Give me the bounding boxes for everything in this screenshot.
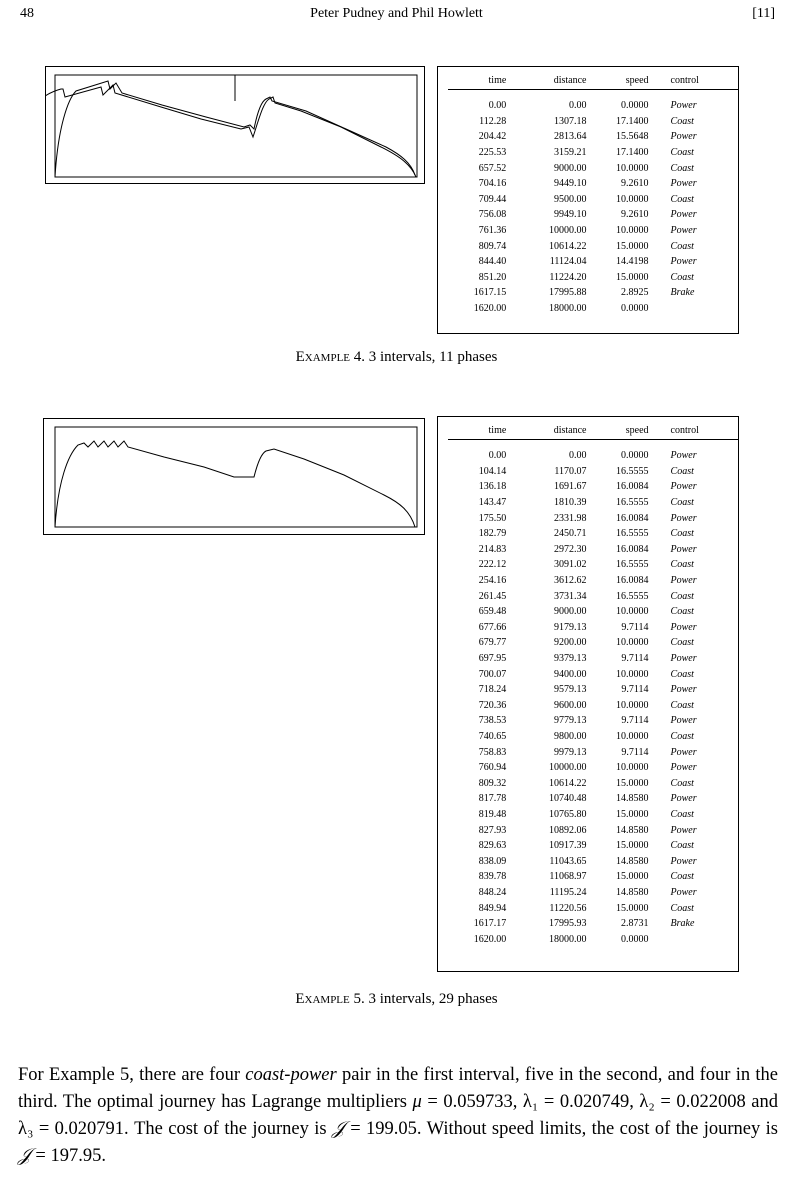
table-spacer-row (448, 440, 738, 449)
table-row (448, 807, 738, 823)
cell-time: 827.93 (478, 824, 507, 836)
cell-distance: 17995.93 (548, 918, 587, 930)
table-row (448, 448, 738, 464)
cell-distance: 11224.20 (549, 271, 587, 283)
cell-control: Coast (670, 162, 694, 174)
table-row (448, 666, 738, 682)
cell-control: Coast (670, 193, 694, 205)
cell-speed: 17.1400 (616, 147, 649, 159)
cell-distance: 10614.22 (548, 240, 587, 252)
cell-distance: 10000.00 (548, 225, 587, 237)
cell-speed: 9.2610 (621, 209, 649, 221)
cell-time: 738.53 (478, 715, 507, 727)
lambda3-symbol: λ₃ (18, 1119, 34, 1139)
cell-distance: 3612.62 (553, 575, 587, 587)
cell-control: Power (670, 131, 697, 143)
cell-control: Power (670, 886, 697, 898)
cell-distance: 9000.00 (553, 606, 587, 618)
cell-speed: 14.4198 (616, 256, 649, 268)
cell-time: 761.36 (478, 225, 507, 237)
cell-distance: 10892.06 (548, 824, 587, 836)
cell-speed: 14.8580 (616, 793, 649, 805)
cell-speed: 15.0000 (616, 808, 649, 820)
cell-speed: 16.5555 (616, 497, 649, 509)
cell-speed: 0.0000 (621, 100, 649, 112)
cell-speed: 10.0000 (616, 162, 649, 174)
table-row (448, 682, 738, 698)
cell-control: Power (670, 621, 697, 633)
table-row (448, 838, 738, 854)
table-row (448, 192, 738, 208)
cell-speed: 16.0084 (616, 512, 649, 524)
table-row (448, 238, 738, 254)
table-row (448, 223, 738, 239)
cell-distance: 10765.80 (548, 808, 587, 820)
example5-speed-profile-plot (43, 418, 425, 535)
text-emphasis: coast-power (245, 1065, 337, 1085)
table-row (448, 129, 738, 145)
cell-time: 809.32 (478, 777, 507, 789)
cell-distance: 17995.88 (548, 287, 587, 299)
table-row (448, 744, 738, 760)
cell-time: 261.45 (478, 590, 507, 602)
text-run: = 0.022008 and (654, 1092, 778, 1112)
cell-distance: 11195.24 (549, 886, 587, 898)
cell-control: Power (670, 762, 697, 774)
cell-speed: 10.0000 (616, 193, 649, 205)
cell-speed: 10.0000 (616, 225, 649, 237)
text-run: = 199.05. Without speed limits, the cost of the journey is (344, 1119, 778, 1139)
cell-distance: 10614.22 (548, 777, 587, 789)
cell-control: Coast (670, 606, 694, 618)
cell-distance: 9949.10 (553, 209, 587, 221)
reference-number: [11] (752, 6, 775, 21)
cell-control (649, 931, 738, 947)
cell-time: 659.48 (478, 606, 507, 618)
cell-control: Power (670, 481, 697, 493)
col-control-header: control (649, 73, 738, 90)
cell-time: 851.20 (478, 271, 507, 283)
table-row (448, 557, 738, 573)
cost-symbol: 𝒥 (332, 1119, 345, 1139)
cell-speed: 9.7114 (621, 684, 649, 696)
cell-distance: 10000.00 (548, 762, 587, 774)
cell-distance: 9379.13 (553, 653, 587, 665)
cell-speed: 14.8580 (616, 824, 649, 836)
cell-speed: 15.0000 (616, 271, 649, 283)
cell-time: 104.14 (478, 465, 507, 477)
cell-time: 1620.00 (473, 303, 507, 315)
cell-control: Power (670, 450, 697, 462)
cost-symbol: 𝒥 (18, 1146, 31, 1166)
table-row (448, 98, 738, 114)
cell-speed: 10.0000 (616, 730, 649, 742)
example5-caption-text: 5. 3 intervals, 29 phases (353, 991, 498, 1007)
cell-speed: 16.0084 (616, 543, 649, 555)
cell-speed: 9.7114 (621, 746, 649, 758)
cell-speed: 15.0000 (616, 840, 649, 852)
cell-control: Coast (670, 497, 694, 509)
cell-distance: 11220.56 (549, 902, 587, 914)
cell-control: Coast (670, 559, 694, 571)
cell-distance: 10917.39 (548, 840, 587, 852)
cell-control: Power (670, 209, 697, 221)
cell-time: 838.09 (478, 855, 507, 867)
cell-time: 182.79 (478, 528, 507, 540)
example4-caption-label: Example (295, 349, 351, 365)
cell-control (649, 301, 738, 317)
col-time-header: time (448, 73, 506, 90)
cell-control: Coast (670, 668, 694, 680)
cell-speed: 16.5555 (616, 590, 649, 602)
cell-distance: 9179.13 (553, 621, 587, 633)
cell-time: 1617.17 (473, 918, 507, 930)
table-row (448, 931, 738, 947)
table-row (448, 270, 738, 286)
cell-distance: 11068.97 (549, 871, 587, 883)
cell-distance: 11043.65 (549, 855, 587, 867)
cell-time: 756.08 (478, 209, 507, 221)
cell-control: Coast (670, 528, 694, 540)
cell-distance: 1810.39 (553, 497, 587, 509)
table-row (448, 479, 738, 495)
cell-time: 225.53 (478, 147, 507, 159)
cell-control: Coast (670, 808, 694, 820)
cell-control: Power (670, 256, 697, 268)
example5-table (448, 423, 738, 947)
cell-control: Coast (670, 465, 694, 477)
table-row (448, 729, 738, 745)
cell-time: 697.95 (478, 653, 507, 665)
cell-time: 0.00 (488, 450, 507, 462)
table-row (448, 916, 738, 932)
body-paragraph (18, 1062, 778, 1170)
cell-time: 204.42 (478, 131, 507, 143)
table-row (448, 573, 738, 589)
col-distance-header: distance (506, 73, 586, 90)
cell-speed: 15.0000 (616, 871, 649, 883)
cell-control: Power (670, 575, 697, 587)
cell-control: Power (670, 178, 697, 190)
cell-distance: 18000.00 (548, 303, 587, 315)
cell-distance: 11124.04 (549, 256, 587, 268)
cell-time: 143.47 (478, 497, 507, 509)
cell-distance: 9779.13 (553, 715, 587, 727)
table-row (448, 114, 738, 130)
cell-time: 839.78 (478, 871, 507, 883)
running-header (0, 6, 793, 26)
text-run: = 0.020791. The cost of the journey is (33, 1119, 333, 1139)
table-row (448, 464, 738, 480)
table-row (448, 885, 738, 901)
cell-speed: 17.1400 (616, 115, 649, 127)
cell-time: 718.24 (478, 684, 507, 696)
cell-speed: 10.0000 (616, 762, 649, 774)
cell-speed: 9.7114 (621, 653, 649, 665)
table-row (448, 526, 738, 542)
lambda1-symbol: λ₁ (522, 1092, 539, 1112)
table-row (448, 713, 738, 729)
table-spacer-row (448, 90, 738, 99)
cell-speed: 15.5648 (616, 131, 649, 143)
cell-distance: 0.00 (568, 100, 587, 112)
text-run: For Example 5, there are four (18, 1065, 246, 1085)
cell-speed: 10.0000 (616, 637, 649, 649)
running-authors: Peter Pudney and Phil Howlett (310, 6, 483, 21)
cell-distance: 18000.00 (548, 933, 587, 945)
cell-speed: 10.0000 (616, 699, 649, 711)
table-row (448, 635, 738, 651)
table-row (448, 542, 738, 558)
cell-time: 657.52 (478, 162, 507, 174)
cell-control: Power (670, 715, 697, 727)
cell-time: 677.66 (478, 621, 507, 633)
cell-distance: 9400.00 (553, 668, 587, 680)
page-number: 48 (20, 6, 34, 21)
cell-speed: 15.0000 (616, 240, 649, 252)
cell-distance: 9579.13 (553, 684, 587, 696)
col-speed-header: speed (586, 423, 648, 440)
cell-distance: 9200.00 (553, 637, 587, 649)
example5-caption (0, 991, 793, 1008)
cell-distance: 0.00 (568, 450, 587, 462)
cell-time: 817.78 (478, 793, 507, 805)
paragraph-text (18, 1062, 778, 1170)
cell-distance: 9600.00 (553, 699, 587, 711)
cell-control: Coast (670, 271, 694, 283)
cell-speed: 10.0000 (616, 606, 649, 618)
cell-distance: 3731.34 (553, 590, 587, 602)
cell-control: Power (670, 512, 697, 524)
cell-time: 679.77 (478, 637, 507, 649)
cell-distance: 2331.98 (553, 512, 587, 524)
cell-speed: 16.5555 (616, 559, 649, 571)
cell-speed: 0.0000 (621, 450, 649, 462)
table-row (448, 869, 738, 885)
cell-time: 175.50 (478, 512, 507, 524)
cell-time: 819.48 (478, 808, 507, 820)
example5-table-box (437, 416, 739, 972)
cell-control: Coast (670, 777, 694, 789)
cell-speed: 2.8731 (621, 918, 649, 930)
cell-distance: 3159.21 (553, 147, 587, 159)
cell-speed: 2.8925 (621, 287, 649, 299)
cell-control: Coast (670, 902, 694, 914)
col-time-header: time (448, 423, 506, 440)
table-row (448, 588, 738, 604)
example4-table-box (437, 66, 739, 334)
cell-speed: 16.5555 (616, 528, 649, 540)
cell-control: Power (670, 653, 697, 665)
cell-control: Power (670, 855, 697, 867)
cell-distance: 1307.18 (553, 115, 587, 127)
cell-control: Coast (670, 240, 694, 252)
cell-time: 709.44 (478, 193, 507, 205)
table-row (448, 698, 738, 714)
cell-speed: 9.7114 (621, 621, 649, 633)
table-row (448, 791, 738, 807)
cell-distance: 2972.30 (553, 543, 587, 555)
cell-speed: 9.7114 (621, 715, 649, 727)
cell-control: Power (670, 793, 697, 805)
cell-speed: 14.8580 (616, 886, 649, 898)
table-row (448, 207, 738, 223)
cell-speed: 15.0000 (616, 902, 649, 914)
cell-distance: 9979.13 (553, 746, 587, 758)
table-row (448, 604, 738, 620)
cell-control: Coast (670, 730, 694, 742)
table-row (448, 254, 738, 270)
cell-time: 760.94 (478, 762, 507, 774)
cell-time: 844.40 (478, 256, 507, 268)
cell-speed: 16.0084 (616, 481, 649, 493)
cell-time: 720.36 (478, 699, 507, 711)
text-run: = 0.059733, (421, 1092, 523, 1112)
text-run: = 0.020749, (538, 1092, 640, 1112)
cell-control: Coast (670, 840, 694, 852)
cell-control: Brake (670, 918, 695, 930)
cell-time: 700.07 (478, 668, 507, 680)
table-row (448, 651, 738, 667)
cell-time: 849.94 (478, 902, 507, 914)
cell-time: 809.74 (478, 240, 507, 252)
cell-control: Power (670, 225, 697, 237)
cell-distance: 9449.10 (553, 178, 587, 190)
table-row (448, 495, 738, 511)
cell-control: Brake (670, 287, 695, 299)
table-row (448, 620, 738, 636)
col-control-header: control (649, 423, 738, 440)
cell-time: 254.16 (478, 575, 507, 587)
mu-symbol: μ (412, 1092, 422, 1112)
example4-caption (0, 349, 793, 366)
cell-control: Power (670, 746, 697, 758)
cell-time: 0.00 (488, 100, 507, 112)
cell-distance: 10740.48 (548, 793, 587, 805)
cell-control: Coast (670, 590, 694, 602)
cell-speed: 16.0084 (616, 575, 649, 587)
cell-control: Power (670, 100, 697, 112)
cell-time: 740.65 (478, 730, 507, 742)
table-header-row (448, 73, 738, 90)
table-row (448, 160, 738, 176)
cell-time: 1620.00 (473, 933, 507, 945)
cell-distance: 2813.64 (553, 131, 587, 143)
cell-time: 848.24 (478, 886, 507, 898)
table-row (448, 853, 738, 869)
text-run: pair in the first interval, five in the second, and four in the third. The optimal journey has Lagrange multipliers (18, 1065, 778, 1112)
cell-control: Coast (670, 115, 694, 127)
col-distance-header: distance (506, 423, 586, 440)
cell-speed: 0.0000 (621, 303, 649, 315)
example4-table (448, 73, 738, 316)
cell-speed: 15.0000 (616, 777, 649, 789)
cell-speed: 14.8580 (616, 855, 649, 867)
cell-control: Power (670, 824, 697, 836)
cell-control: Coast (670, 637, 694, 649)
cell-distance: 1170.07 (554, 465, 587, 477)
example4-caption-text: 4. 3 intervals, 11 phases (353, 349, 498, 365)
cell-control: Coast (670, 147, 694, 159)
cell-time: 214.83 (478, 543, 507, 555)
table-row (448, 775, 738, 791)
cell-speed: 9.2610 (621, 178, 649, 190)
table-header-row (448, 423, 738, 440)
col-speed-header: speed (586, 73, 648, 90)
table-row (448, 301, 738, 317)
table-row (448, 285, 738, 301)
cell-time: 222.12 (478, 559, 507, 571)
table-row (448, 145, 738, 161)
cell-time: 112.28 (479, 115, 507, 127)
example4-table-body (448, 90, 738, 317)
cell-time: 758.83 (478, 746, 507, 758)
example5-caption-label: Example (295, 991, 350, 1007)
example5-table-body (448, 440, 738, 948)
example4-speed-profile-svg (46, 67, 424, 183)
cell-speed: 10.0000 (616, 668, 649, 680)
cell-distance: 9000.00 (553, 162, 587, 174)
cell-time: 829.63 (478, 840, 507, 852)
table-row (448, 760, 738, 776)
example4-speed-profile-plot (45, 66, 425, 184)
cell-time: 704.16 (478, 178, 507, 190)
cell-distance: 1691.67 (553, 481, 587, 493)
cell-distance: 3091.02 (553, 559, 587, 571)
cell-time: 136.18 (478, 481, 507, 493)
cell-speed: 16.5555 (616, 465, 649, 477)
cell-control: Power (670, 543, 697, 555)
cell-distance: 2450.71 (553, 528, 587, 540)
cell-distance: 9500.00 (553, 193, 587, 205)
table-row (448, 822, 738, 838)
text-run: = 197.95. (30, 1146, 106, 1166)
cell-distance: 9800.00 (553, 730, 587, 742)
lambda2-symbol: λ₂ (639, 1092, 655, 1112)
table-row (448, 176, 738, 192)
cell-control: Coast (670, 871, 694, 883)
table-row (448, 510, 738, 526)
cell-control: Power (670, 684, 697, 696)
cell-time: 1617.15 (473, 287, 507, 299)
cell-speed: 0.0000 (621, 933, 649, 945)
table-row (448, 900, 738, 916)
cell-control: Coast (670, 699, 694, 711)
example5-speed-profile-svg (44, 419, 424, 534)
